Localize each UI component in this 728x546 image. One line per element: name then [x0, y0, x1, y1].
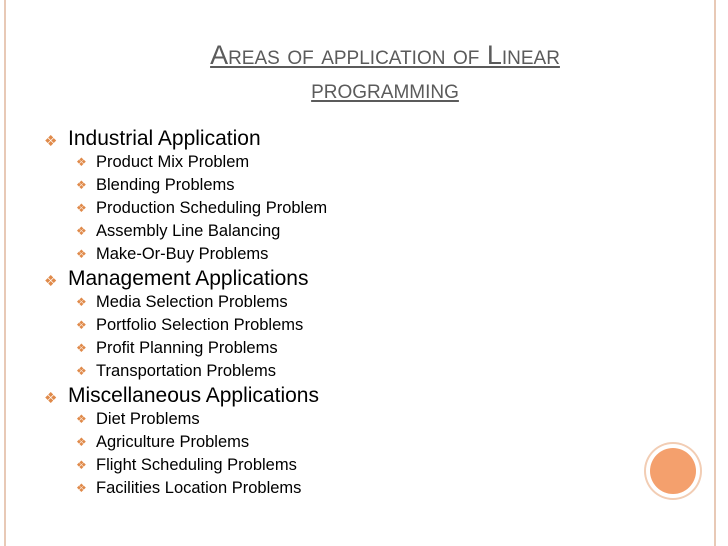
- section-heading: [44, 126, 694, 151]
- list-item-text: Diet Problems: [96, 410, 200, 428]
- list-item: [44, 174, 694, 197]
- section-heading-text: Management Applications: [68, 267, 309, 290]
- list-item: [44, 197, 694, 220]
- list-item-text: Blending Problems: [96, 176, 235, 194]
- list-item-text: Transportation Problems: [96, 362, 277, 380]
- list-item-text: Product Mix Problem: [96, 153, 250, 171]
- bullet-icon: ❖: [76, 435, 87, 449]
- slide-title: [60, 38, 710, 106]
- section-heading-text: Miscellaneous Applications: [68, 384, 319, 407]
- bullet-icon: ❖: [76, 247, 87, 261]
- list-item: [44, 454, 694, 477]
- section-miscellaneous: [44, 383, 694, 500]
- bullet-icon: ❖: [76, 364, 87, 378]
- section-industrial: [44, 126, 694, 266]
- bullet-icon: ❖: [76, 295, 87, 309]
- list-item: [44, 220, 694, 243]
- list-item-text: Media Selection Problems: [96, 293, 288, 311]
- list-item-text: Profit Planning Problems: [96, 339, 278, 357]
- bullet-icon: ❖: [76, 341, 87, 355]
- list-item-text: Production Scheduling Problem: [96, 199, 328, 217]
- bullet-icon: ❖: [44, 390, 58, 407]
- list-item: [44, 431, 694, 454]
- list-item: [44, 408, 694, 431]
- list-item-text: Facilities Location Problems: [96, 479, 302, 497]
- bullet-icon: ❖: [76, 412, 87, 426]
- frame-line-left: [4, 0, 6, 546]
- bullet-icon: ❖: [76, 481, 87, 495]
- title-line-1: Areas of application of Linear: [210, 40, 560, 70]
- section-heading: [44, 383, 694, 408]
- bullet-list: [44, 126, 694, 500]
- list-item-text: Portfolio Selection Problems: [96, 316, 304, 334]
- section-heading-text: Industrial Application: [68, 127, 261, 150]
- bullet-icon: ❖: [76, 318, 87, 332]
- list-item: [44, 291, 694, 314]
- list-item-text: Agriculture Problems: [96, 433, 250, 451]
- bullet-icon: ❖: [76, 201, 87, 215]
- title-line-2: programming: [311, 74, 459, 104]
- bullet-icon: ❖: [44, 273, 58, 290]
- bullet-icon: ❖: [76, 224, 87, 238]
- section-heading: [44, 266, 694, 291]
- list-item-text: Assembly Line Balancing: [96, 222, 281, 240]
- section-management: [44, 266, 694, 383]
- list-item-text: Make-Or-Buy Problems: [96, 245, 269, 263]
- list-item: [44, 337, 694, 360]
- frame-line-right: [714, 0, 716, 546]
- list-item: [44, 477, 694, 500]
- list-item-text: Flight Scheduling Problems: [96, 456, 297, 474]
- bullet-icon: ❖: [76, 155, 87, 169]
- list-item: [44, 151, 694, 174]
- list-item: [44, 314, 694, 337]
- list-item: [44, 243, 694, 266]
- list-item: [44, 360, 694, 383]
- bullet-icon: ❖: [76, 458, 87, 472]
- bullet-icon: ❖: [44, 133, 58, 150]
- bullet-icon: ❖: [76, 178, 87, 192]
